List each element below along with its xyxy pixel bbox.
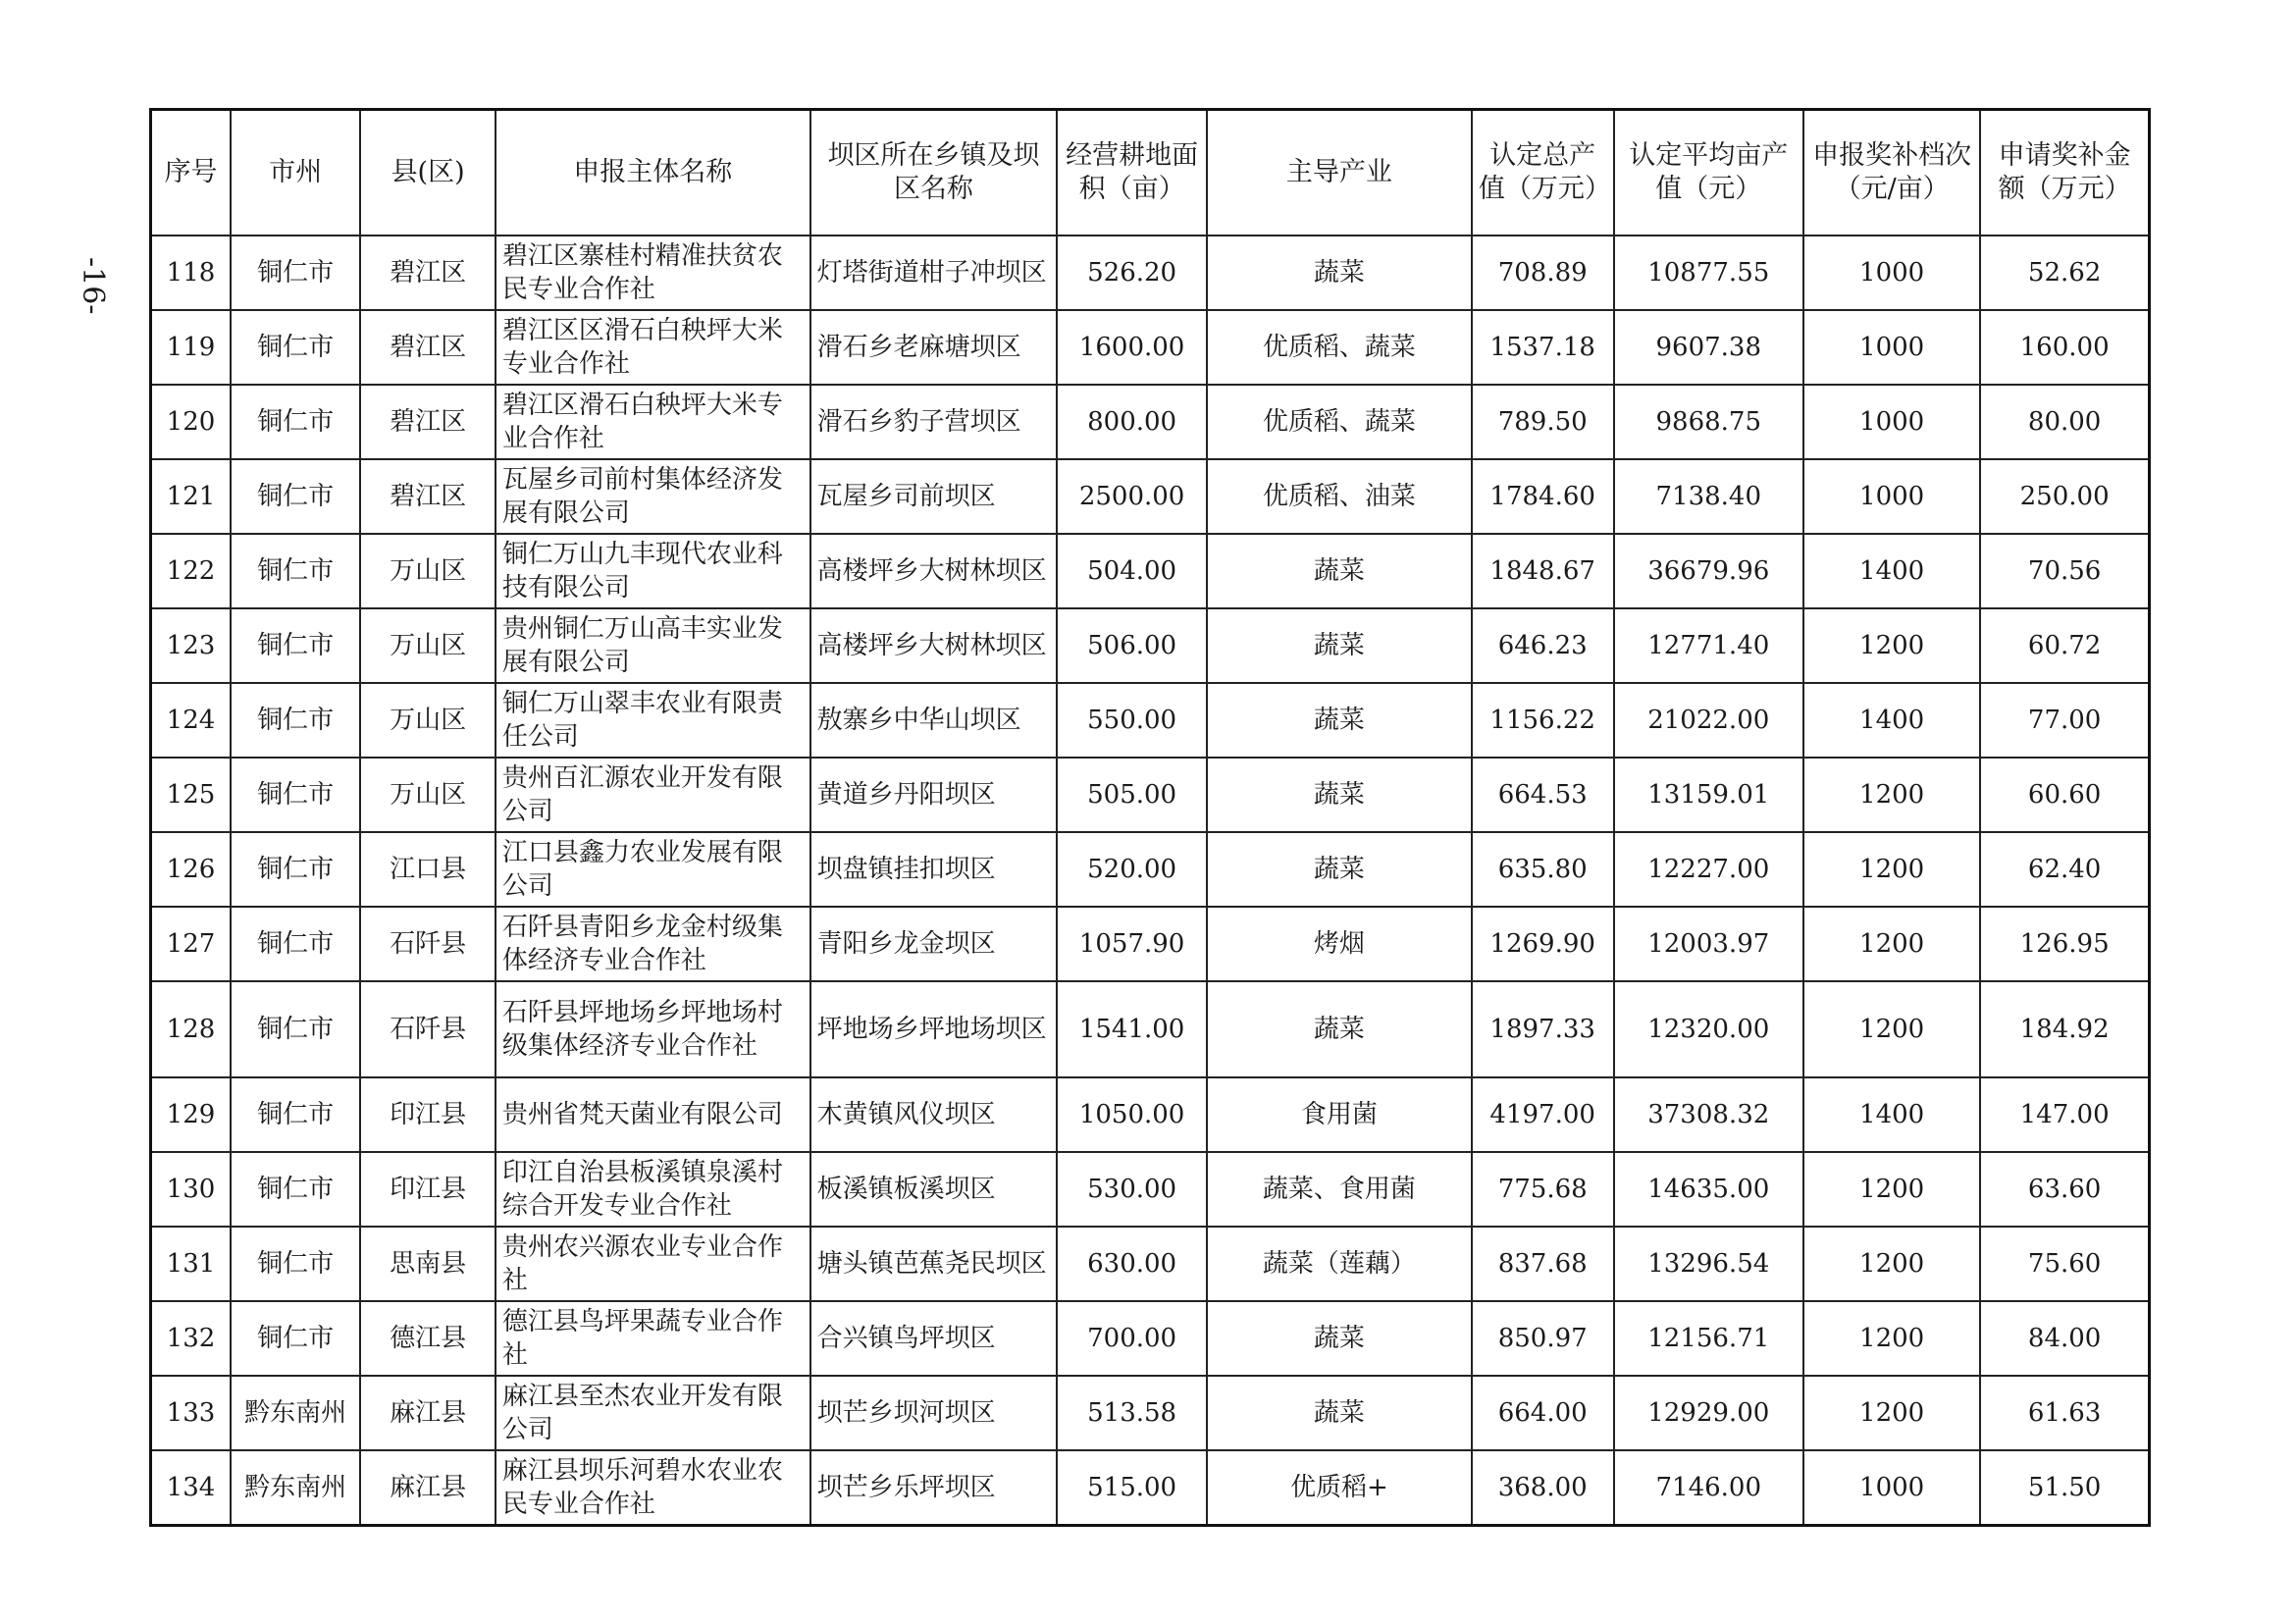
table-row (151, 534, 2150, 608)
table-cell: 灯塔街道柑子冲坝区 (810, 236, 1058, 310)
table-cell: 麻江县至杰农业开发有限公司 (496, 1376, 810, 1450)
table-cell: 瓦屋乡司前坝区 (810, 459, 1058, 534)
table-cell: 12156.71 (1614, 1301, 1804, 1376)
table-cell: 板溪镇板溪坝区 (810, 1152, 1058, 1227)
table-cell: 1200 (1803, 907, 1980, 981)
table-cell: 麻江县坝乐河碧水农业农民专业合作社 (496, 1450, 810, 1525)
table-cell: 优质稻、油菜 (1207, 459, 1472, 534)
table-cell: 504.00 (1057, 534, 1207, 608)
table-cell: 铜仁市 (231, 534, 360, 608)
table-cell: 铜仁万山九丰现代农业科技有限公司 (496, 534, 810, 608)
table-cell: 708.89 (1472, 236, 1614, 310)
table-cell: 646.23 (1472, 608, 1614, 683)
table-cell: 石阡县 (360, 907, 495, 981)
column-header: 序号 (151, 110, 231, 236)
table-cell: 2500.00 (1057, 459, 1207, 534)
table-cell: 蔬菜 (1207, 534, 1472, 608)
table-row (151, 1077, 2150, 1152)
table-row (151, 385, 2150, 459)
table-cell: 130 (151, 1152, 231, 1227)
table-cell: 印江县 (360, 1152, 495, 1227)
table-cell: 775.68 (1472, 1152, 1614, 1227)
table-cell: 食用菌 (1207, 1077, 1472, 1152)
table-cell: 1784.60 (1472, 459, 1614, 534)
table-row (151, 1301, 2150, 1376)
table-cell: 84.00 (1980, 1301, 2149, 1376)
table-cell: 铜仁市 (231, 1077, 360, 1152)
table-cell: 520.00 (1057, 832, 1207, 907)
table-cell: 优质稻、蔬菜 (1207, 310, 1472, 385)
table-cell: 250.00 (1980, 459, 2149, 534)
table-header-row (151, 110, 2150, 236)
table-cell: 石阡县 (360, 981, 495, 1077)
table-row (151, 1376, 2150, 1450)
table-row (151, 1152, 2150, 1227)
table-cell: 1200 (1803, 1227, 1980, 1301)
column-header: 经营耕地面积（亩） (1057, 110, 1207, 236)
table-cell: 1200 (1803, 1152, 1980, 1227)
table-cell: 塘头镇芭蕉尧民坝区 (810, 1227, 1058, 1301)
table-cell: 铜仁市 (231, 385, 360, 459)
table-cell: 13296.54 (1614, 1227, 1804, 1301)
table-cell: 1400 (1803, 1077, 1980, 1152)
table-cell: 63.60 (1980, 1152, 2149, 1227)
table-cell: 碧江区区滑石白秧坪大米专业合作社 (496, 310, 810, 385)
table-row (151, 1450, 2150, 1525)
table-cell: 坪地场乡坪地场坝区 (810, 981, 1058, 1077)
table-cell: 蔬菜 (1207, 981, 1472, 1077)
table-cell: 铜仁市 (231, 608, 360, 683)
table-cell: 石阡县坪地场乡坪地场村级集体经济专业合作社 (496, 981, 810, 1077)
table-cell: 630.00 (1057, 1227, 1207, 1301)
table-cell: 江口县鑫力农业发展有限公司 (496, 832, 810, 907)
table-cell: 坝芒乡坝河坝区 (810, 1376, 1058, 1450)
table-cell: 1200 (1803, 1301, 1980, 1376)
table-cell: 铜仁市 (231, 310, 360, 385)
table-cell: 134 (151, 1450, 231, 1525)
column-header: 坝区所在乡镇及坝区名称 (810, 110, 1058, 236)
table-cell: 蔬菜（莲藕） (1207, 1227, 1472, 1301)
table-row (151, 608, 2150, 683)
table-cell: 铜仁市 (231, 1227, 360, 1301)
table-cell: 122 (151, 534, 231, 608)
table-cell: 14635.00 (1614, 1152, 1804, 1227)
table-cell: 1600.00 (1057, 310, 1207, 385)
table-cell: 木黄镇风仪坝区 (810, 1077, 1058, 1152)
table-cell: 526.20 (1057, 236, 1207, 310)
table-body (151, 236, 2150, 1525)
table-cell: 蔬菜 (1207, 1376, 1472, 1450)
table-cell: 131 (151, 1227, 231, 1301)
table-cell: 铜仁市 (231, 1301, 360, 1376)
table-cell: 万山区 (360, 608, 495, 683)
table-row (151, 310, 2150, 385)
table-cell: 7138.40 (1614, 459, 1804, 534)
table-cell: 51.50 (1980, 1450, 2149, 1525)
table-cell: 12003.97 (1614, 907, 1804, 981)
table-cell: 铜仁市 (231, 236, 360, 310)
table-cell: 127 (151, 907, 231, 981)
table-cell: 60.72 (1980, 608, 2149, 683)
table-cell: 滑石乡豹子营坝区 (810, 385, 1058, 459)
table-cell: 蔬菜 (1207, 758, 1472, 832)
table-cell: 蔬菜、食用菌 (1207, 1152, 1472, 1227)
table-cell: 7146.00 (1614, 1450, 1804, 1525)
table-cell: 坝盘镇挂扣坝区 (810, 832, 1058, 907)
table-cell: 贵州农兴源农业专业合作社 (496, 1227, 810, 1301)
table-cell: 碧江区 (360, 236, 495, 310)
table-cell: 4197.00 (1472, 1077, 1614, 1152)
table-cell: 120 (151, 385, 231, 459)
table-cell: 80.00 (1980, 385, 2149, 459)
table-cell: 506.00 (1057, 608, 1207, 683)
table-cell: 黔东南州 (231, 1450, 360, 1525)
table-cell: 124 (151, 683, 231, 758)
table-cell: 513.58 (1057, 1376, 1207, 1450)
table-cell: 9607.38 (1614, 310, 1804, 385)
table-cell: 铜仁市 (231, 459, 360, 534)
table-cell: 印江县 (360, 1077, 495, 1152)
table-cell: 1000 (1803, 1450, 1980, 1525)
table-cell: 1269.90 (1472, 907, 1614, 981)
table-cell: 万山区 (360, 534, 495, 608)
table-cell: 160.00 (1980, 310, 2149, 385)
table-cell: 石阡县青阳乡龙金村级集体经济专业合作社 (496, 907, 810, 981)
column-header: 县(区) (360, 110, 495, 236)
table-cell: 129 (151, 1077, 231, 1152)
table-cell: 125 (151, 758, 231, 832)
table-cell: 贵州铜仁万山高丰实业发展有限公司 (496, 608, 810, 683)
column-header: 申报奖补档次（元/亩） (1803, 110, 1980, 236)
table-cell: 132 (151, 1301, 231, 1376)
table-cell: 高楼坪乡大树林坝区 (810, 608, 1058, 683)
table-cell: 碧江区寨桂村精准扶贫农民专业合作社 (496, 236, 810, 310)
table-cell: 1200 (1803, 1376, 1980, 1450)
table-cell: 瓦屋乡司前村集体经济发展有限公司 (496, 459, 810, 534)
table-cell: 9868.75 (1614, 385, 1804, 459)
table-cell: 800.00 (1057, 385, 1207, 459)
table-row (151, 459, 2150, 534)
table-cell: 印江自治县板溪镇泉溪村综合开发专业合作社 (496, 1152, 810, 1227)
table-cell: 敖寨乡中华山坝区 (810, 683, 1058, 758)
table-cell: 118 (151, 236, 231, 310)
table-cell: 837.68 (1472, 1227, 1614, 1301)
table-cell: 铜仁市 (231, 981, 360, 1077)
table-row (151, 907, 2150, 981)
table-cell: 75.60 (1980, 1227, 2149, 1301)
table-cell: 635.80 (1472, 832, 1614, 907)
table-cell: 664.00 (1472, 1376, 1614, 1450)
table-cell: 1200 (1803, 608, 1980, 683)
table-cell: 碧江区滑石白秧坪大米专业合作社 (496, 385, 810, 459)
column-header: 认定平均亩产值（元） (1614, 110, 1804, 236)
table-cell: 133 (151, 1376, 231, 1450)
table-row (151, 683, 2150, 758)
table-cell: 36679.96 (1614, 534, 1804, 608)
table-cell: 12929.00 (1614, 1376, 1804, 1450)
table-cell: 77.00 (1980, 683, 2149, 758)
table-cell: 1897.33 (1472, 981, 1614, 1077)
table-cell: 1000 (1803, 385, 1980, 459)
table-cell: 60.60 (1980, 758, 2149, 832)
table-cell: 铜仁市 (231, 907, 360, 981)
table-cell: 789.50 (1472, 385, 1614, 459)
column-header: 主导产业 (1207, 110, 1472, 236)
table-cell: 505.00 (1057, 758, 1207, 832)
table-cell: 52.62 (1980, 236, 2149, 310)
table-cell: 850.97 (1472, 1301, 1614, 1376)
table-cell: 麻江县 (360, 1450, 495, 1525)
table-cell: 万山区 (360, 758, 495, 832)
table-cell: 37308.32 (1614, 1077, 1804, 1152)
table-row (151, 236, 2150, 310)
table-cell: 1200 (1803, 981, 1980, 1077)
table-cell: 530.00 (1057, 1152, 1207, 1227)
table-cell: 515.00 (1057, 1450, 1207, 1525)
table-cell: 21022.00 (1614, 683, 1804, 758)
table-cell: 德江县鸟坪果蔬专业合作社 (496, 1301, 810, 1376)
table-cell: 1050.00 (1057, 1077, 1207, 1152)
table-cell: 蔬菜 (1207, 608, 1472, 683)
table-cell: 贵州百汇源农业开发有限公司 (496, 758, 810, 832)
column-header: 申报主体名称 (496, 110, 810, 236)
table-cell: 70.56 (1980, 534, 2149, 608)
table-cell: 江口县 (360, 832, 495, 907)
table-row (151, 981, 2150, 1077)
table-cell: 黄道乡丹阳坝区 (810, 758, 1058, 832)
table-cell: 368.00 (1472, 1450, 1614, 1525)
table-cell: 61.63 (1980, 1376, 2149, 1450)
table-cell: 碧江区 (360, 385, 495, 459)
table-cell: 铜仁市 (231, 1152, 360, 1227)
table-cell: 126.95 (1980, 907, 2149, 981)
table-cell: 1200 (1803, 758, 1980, 832)
table-cell: 坝芒乡乐坪坝区 (810, 1450, 1058, 1525)
table-cell: 12227.00 (1614, 832, 1804, 907)
table-cell: 铜仁市 (231, 758, 360, 832)
table-cell: 蔬菜 (1207, 236, 1472, 310)
table-row (151, 832, 2150, 907)
table-cell: 1057.90 (1057, 907, 1207, 981)
column-header: 申请奖补金额（万元） (1980, 110, 2149, 236)
table-cell: 优质稻、蔬菜 (1207, 385, 1472, 459)
table-cell: 青阳乡龙金坝区 (810, 907, 1058, 981)
table-cell: 664.53 (1472, 758, 1614, 832)
table-cell: 10877.55 (1614, 236, 1804, 310)
column-header: 市州 (231, 110, 360, 236)
table-cell: 1537.18 (1472, 310, 1614, 385)
table-cell: 1848.67 (1472, 534, 1614, 608)
table-cell: 合兴镇鸟坪坝区 (810, 1301, 1058, 1376)
table-cell: 1400 (1803, 683, 1980, 758)
table-cell: 1400 (1803, 534, 1980, 608)
table-cell: 滑石乡老麻塘坝区 (810, 310, 1058, 385)
table-cell: 碧江区 (360, 310, 495, 385)
table-cell: 1156.22 (1472, 683, 1614, 758)
table-row (151, 1227, 2150, 1301)
table-cell: 优质稻+ (1207, 1450, 1472, 1525)
table-cell: 1200 (1803, 832, 1980, 907)
table-cell: 铜仁市 (231, 683, 360, 758)
table-cell: 12771.40 (1614, 608, 1804, 683)
page-number: -16- (76, 257, 110, 315)
table-cell: 119 (151, 310, 231, 385)
table-row (151, 758, 2150, 832)
table-cell: 128 (151, 981, 231, 1077)
table-cell: 铜仁市 (231, 832, 360, 907)
table-cell: 13159.01 (1614, 758, 1804, 832)
table-cell: 蔬菜 (1207, 1301, 1472, 1376)
table-cell: 铜仁万山翠丰农业有限责任公司 (496, 683, 810, 758)
table-cell: 121 (151, 459, 231, 534)
table-cell: 550.00 (1057, 683, 1207, 758)
table-cell: 贵州省梵天菌业有限公司 (496, 1077, 810, 1152)
table-cell: 184.92 (1980, 981, 2149, 1077)
table-cell: 12320.00 (1614, 981, 1804, 1077)
table-cell: 思南县 (360, 1227, 495, 1301)
table-cell: 62.40 (1980, 832, 2149, 907)
table-cell: 烤烟 (1207, 907, 1472, 981)
table-cell: 碧江区 (360, 459, 495, 534)
table-cell: 1000 (1803, 236, 1980, 310)
table-cell: 黔东南州 (231, 1376, 360, 1450)
table-cell: 高楼坪乡大树林坝区 (810, 534, 1058, 608)
table-cell: 1000 (1803, 310, 1980, 385)
table-cell: 蔬菜 (1207, 683, 1472, 758)
table-cell: 蔬菜 (1207, 832, 1472, 907)
table-cell: 700.00 (1057, 1301, 1207, 1376)
table-cell: 147.00 (1980, 1077, 2149, 1152)
table-cell: 德江县 (360, 1301, 495, 1376)
subsidy-table (149, 108, 2151, 1527)
column-header: 认定总产值（万元） (1472, 110, 1614, 236)
table-cell: 麻江县 (360, 1376, 495, 1450)
table-cell: 126 (151, 832, 231, 907)
table-cell: 1000 (1803, 459, 1980, 534)
table-cell: 123 (151, 608, 231, 683)
table-cell: 1541.00 (1057, 981, 1207, 1077)
table-cell: 万山区 (360, 683, 495, 758)
